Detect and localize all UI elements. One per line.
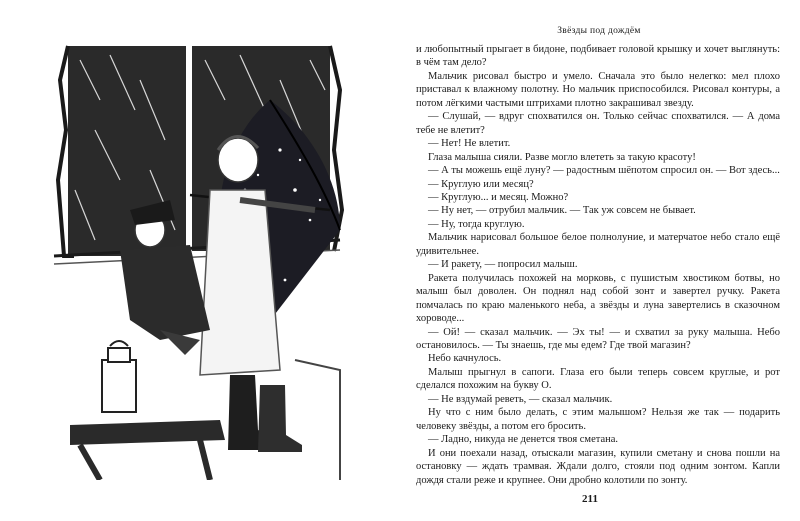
paragraph: — Ладно, никуда не денется твоя сметана. (428, 434, 619, 446)
paragraph: — Круглую или месяц? (428, 178, 534, 190)
paragraph: и любопытный прыгает в бидоне, подбивает головой крышку и хочет выглянуть: в чём там дело? (416, 44, 780, 69)
paragraph: Небо качнулось. (428, 353, 502, 365)
paragraph: — Круглую... и месяц. Можно? (428, 191, 569, 203)
story-text (416, 43, 780, 493)
paragraph: И они поехали назад, отыскали магазин, купили сметану и снова пошли на остановку — ждать трамвая. Ждали долго, стояли под одним зонтом. Капли дождя стали реже и крупнее. Они дробно колотили по зонту. (416, 447, 780, 486)
paragraph: Глаза малыша сияли. Разве могло влететь за такую красоту! (428, 151, 696, 163)
paragraph: — Слушай, — вдруг спохватился он. Только сейчас спохватился. — А дома тебе не влетит? (416, 111, 780, 136)
running-title: Звёзды под дождём (557, 26, 641, 36)
paragraph: — Ой! — сказал мальчик. — Эх ты! — и схватил за руку малыша. Небо остановилось. — Ты знаешь, где мы едем? Где твой магазин? (416, 326, 780, 351)
paragraph: — А ты можешь ещё луну? — радостным шёпотом спросил он. — Вот здесь... (428, 165, 780, 177)
umbrella-night-sky-illustration (40, 40, 370, 480)
paragraph: Малыш прыгнул в сапоги. Глаза его были теперь совсем круглые, и рот сделался похожим на букву О. (416, 366, 780, 392)
paragraph: Ракета получилась похожей на морковь, с пушистым хвостиком ботвы, но малыш был доволен. Он поднял над собой зонт и завертел ручку. Ракета помчалась по краю маленького неба, а звёзды и луна завертелись в сказочном хороводе... (416, 272, 780, 325)
paragraph: — Нет! Не влетит. (428, 138, 511, 150)
paragraph: — Ну, тогда круглую. (428, 218, 525, 230)
milk-can (102, 341, 136, 412)
paragraph: — Ну нет, — отрубил мальчик. — Так уж совсем не бывает. (428, 205, 696, 217)
paragraph: Мальчик рисовал быстро и умело. Сначала это было нелегко: мел плохо приставал к влажному полотну. Но мальчик приспособился. Рисовал контуры, а потом лёгкими частыми штрихами плотно закрашивал звезду. (416, 70, 780, 109)
paragraph: — И ракету, — попросил малыш. (428, 259, 578, 271)
paragraph: Ну что с ним было делать, с этим малышом? Нельзя же так — подарить человеку звёзды, а потом его бросить. (416, 407, 780, 432)
page-number: 211 (582, 493, 598, 505)
paragraph: — Не вздумай реветь, — сказал мальчик. (428, 393, 613, 405)
rubber-boots (228, 375, 302, 452)
paragraph: Мальчик нарисовал большое белое полнолуние, и матерчатое небо стало ещё удивительнее. (416, 232, 780, 257)
